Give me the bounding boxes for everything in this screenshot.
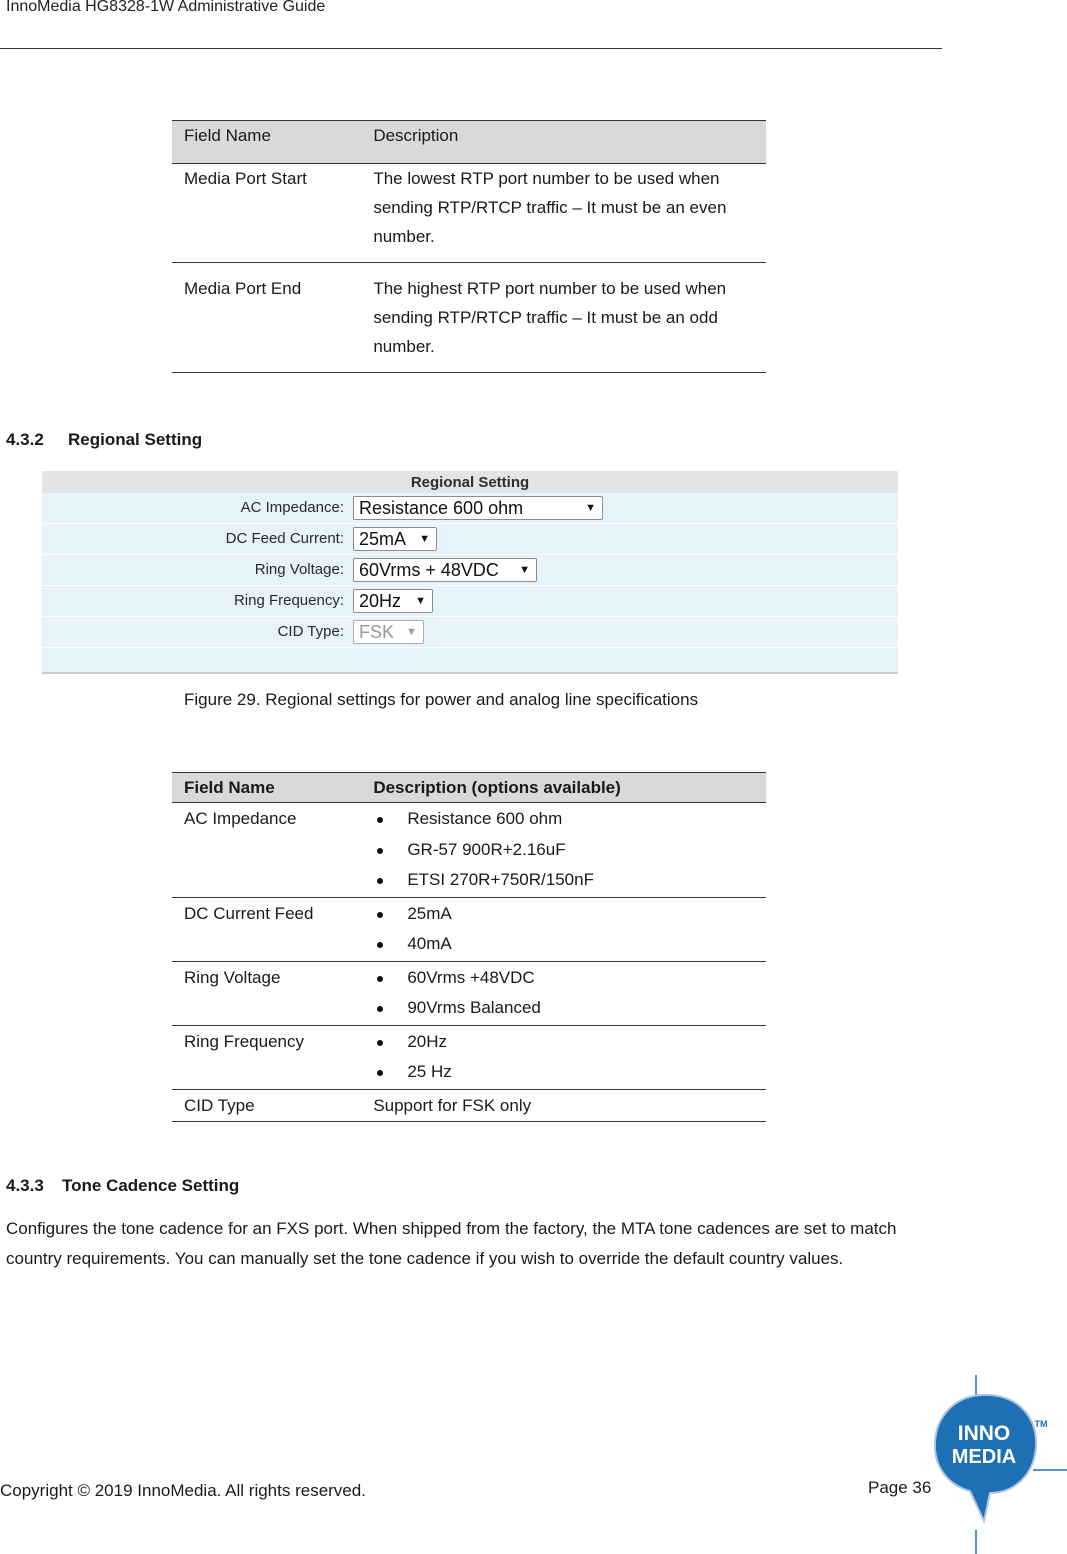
list-item: 25 Hz bbox=[373, 1057, 754, 1088]
options-list bbox=[373, 804, 754, 896]
list-item: 25mA bbox=[373, 899, 754, 930]
ac-impedance-select[interactable] bbox=[353, 496, 603, 520]
options-list bbox=[373, 963, 754, 1024]
section-title: Tone Cadence Setting bbox=[62, 1176, 240, 1195]
table-row bbox=[172, 263, 766, 373]
ring-frequency-label: Ring Frequency: bbox=[233, 592, 344, 609]
innomedia-logo bbox=[920, 1375, 1067, 1554]
selected-value: 60Vrms + 48VDC bbox=[359, 560, 499, 580]
description-cell: The lowest RTP port number to be used when sending RTP/RTCP traffic – It must be an even number. bbox=[361, 164, 766, 263]
list-item: 90Vrms Balanced bbox=[373, 993, 754, 1024]
table-row bbox=[172, 897, 766, 961]
cid-type-select bbox=[353, 620, 424, 644]
dc-feed-current-row bbox=[42, 524, 898, 555]
field-name-cell: Ring Voltage bbox=[172, 961, 361, 1025]
dropdown-arrow-icon: ▼ bbox=[415, 595, 426, 607]
ring-frequency-row bbox=[42, 586, 898, 617]
selected-value: 25mA bbox=[359, 529, 407, 549]
list-item: Resistance 600 ohm bbox=[373, 804, 754, 835]
options-list bbox=[373, 1027, 754, 1088]
list-item: ETSI 270R+750R/150nF bbox=[373, 865, 754, 896]
field-name-cell: Media Port End bbox=[172, 263, 361, 373]
field-name-cell: Ring Frequency bbox=[172, 1025, 361, 1089]
dropdown-arrow-icon: ▼ bbox=[406, 626, 417, 638]
copyright-text: Copyright © 2019 InnoMedia. All rights reserved. bbox=[0, 1481, 366, 1500]
section-heading-regional-setting bbox=[6, 430, 202, 450]
list-item: 60Vrms +48VDC bbox=[373, 963, 754, 994]
table-row bbox=[172, 803, 766, 898]
column-header-description: Description (options available) bbox=[361, 773, 766, 803]
dropdown-arrow-icon: ▼ bbox=[419, 533, 430, 545]
field-name-cell: CID Type bbox=[172, 1089, 361, 1121]
column-header-field-name: Field Name bbox=[172, 773, 361, 803]
dc-feed-current-select[interactable] bbox=[353, 527, 437, 551]
panel-title: Regional Setting bbox=[42, 471, 898, 493]
section-heading-tone-cadence bbox=[6, 1176, 239, 1196]
body-paragraph: Configures the tone cadence for an FXS port. When shipped from the factory, the MTA tone cadences are set to match country requirements. You can manually set the tone cadence if you wish to override the default country values. bbox=[6, 1219, 897, 1268]
regional-options-table bbox=[172, 772, 766, 1122]
description-cell: Support for FSK only bbox=[361, 1089, 766, 1121]
list-item: GR-57 900R+2.16uF bbox=[373, 835, 754, 866]
selected-value: 20Hz bbox=[359, 591, 402, 611]
ring-voltage-row bbox=[42, 555, 898, 586]
logo-line-1: INNO bbox=[957, 1422, 1011, 1445]
options-cell bbox=[361, 1025, 766, 1089]
options-cell bbox=[361, 897, 766, 961]
table-row bbox=[172, 164, 766, 263]
selected-value: Resistance 600 ohm bbox=[359, 498, 524, 518]
section-title: Regional Setting bbox=[68, 430, 203, 449]
dropdown-arrow-icon: ▼ bbox=[585, 502, 596, 514]
ac-impedance-row bbox=[42, 493, 898, 524]
field-name-cell: AC Impedance bbox=[172, 803, 361, 898]
options-cell bbox=[361, 961, 766, 1025]
table-header-row bbox=[172, 121, 766, 164]
section-number: 4.3.2 bbox=[6, 430, 44, 449]
list-item: 20Hz bbox=[373, 1027, 754, 1058]
document-header: InnoMedia HG8328-1W Administrative Guide bbox=[6, 0, 326, 15]
field-name-cell: Media Port Start bbox=[172, 164, 361, 263]
cid-type-row bbox=[42, 617, 898, 648]
table-header-row bbox=[172, 773, 766, 803]
list-item: 40mA bbox=[373, 929, 754, 960]
ac-impedance-label: AC Impedance: bbox=[240, 499, 344, 516]
table-row bbox=[172, 1025, 766, 1089]
dropdown-arrow-icon: ▼ bbox=[519, 564, 530, 576]
media-port-table bbox=[172, 120, 766, 373]
logo-line-2: MEDIA bbox=[951, 1446, 1017, 1468]
regional-setting-panel bbox=[42, 471, 898, 674]
table-row bbox=[172, 1089, 766, 1121]
ring-frequency-select[interactable] bbox=[353, 589, 433, 613]
field-name-cell: DC Current Feed bbox=[172, 897, 361, 961]
table-row bbox=[172, 961, 766, 1025]
options-list bbox=[373, 899, 754, 960]
cid-type-label: CID Type: bbox=[277, 623, 344, 640]
description-cell: The highest RTP port number to be used when sending RTP/RTCP traffic – It must be an odd number. bbox=[361, 263, 766, 373]
selected-value: FSK bbox=[359, 622, 395, 642]
figure-caption: Figure 29. Regional settings for power and analog line specifications bbox=[184, 690, 699, 709]
page-number: Page 36 bbox=[868, 1478, 932, 1497]
section-number: 4.3.3 bbox=[6, 1176, 44, 1195]
header-divider bbox=[0, 48, 942, 49]
trademark-mark: TM bbox=[1034, 1419, 1048, 1429]
dc-feed-current-label: DC Feed Current: bbox=[225, 530, 344, 547]
empty-row bbox=[42, 648, 898, 670]
column-header-field-name: Field Name bbox=[172, 121, 361, 164]
ring-voltage-select[interactable] bbox=[353, 558, 537, 582]
ring-voltage-label: Ring Voltage: bbox=[254, 561, 344, 578]
options-cell bbox=[361, 803, 766, 898]
column-header-description: Description bbox=[361, 121, 766, 164]
